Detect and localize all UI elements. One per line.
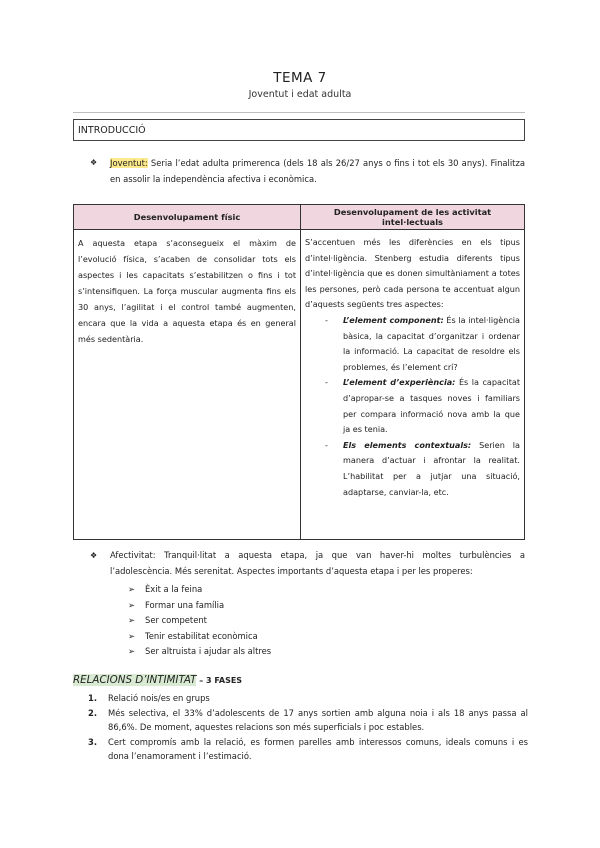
cell-fisic: A aquesta etapa s’aconsegueix el màxim de l’evolució física, s’acaben de consolidar tots els aspectes i les capacitats s’estabilitzen o fins i tot s’intensifiquen. La força muscular augmenta fins els 30 anys, l’agilitat i el control també augmenten, encara que la vida a aquesta etapa és en general més sedentària. <box>74 230 301 540</box>
arrow-bullet-icon: ➢ <box>128 615 136 625</box>
cell-intellectual <box>301 230 525 540</box>
list-item: ➢ Èxit a la feina <box>128 582 271 598</box>
page-subtitle: Joventut i edat adulta <box>248 89 352 100</box>
table-header-row <box>74 205 525 230</box>
intellectual-intro: S’accentuen més les diferències en els tipus d’intel·ligència. Stenberg estudia diferents tipus d’intel·ligència que es donen simultàniament a totes les persones, però cada persona te accentuat algun d’aquests següents tres aspectes: <box>305 237 520 310</box>
arrow-bullet-icon: ➢ <box>128 646 136 656</box>
arrow-bullet-icon: ➢ <box>128 584 136 594</box>
list-item: 1. Relació nois/es en grups <box>88 691 528 706</box>
afectivitat-list <box>128 582 271 660</box>
item-text: Serien la manera d’actuar i afrontar la realitat. L’habilitat per a jutjar una situació, adaptarse, canviar-la, etc. <box>343 439 520 497</box>
list-item: 3. Cert compromís amb la relació, es formen parelles amb interessos comuns, ideals comuns i es dona l’enamorament i l’estimació. <box>88 736 528 761</box>
arrow-bullet-icon: ➢ <box>128 599 136 610</box>
diamond-bullet-icon: ❖ <box>90 551 98 560</box>
item-number: 1. <box>88 693 98 703</box>
list-item: ➢ Tenir estabilitat econòmica <box>128 629 271 645</box>
table-header-intellectual: Desenvolupament de les activitat intel·lectuals <box>301 205 525 230</box>
item-term: L’element d’experiència: <box>343 377 456 388</box>
item-text: És la capacitat d’apropar-se a tasques noves i familiars per compara informació nova amb la que ja es tenia. <box>343 377 520 435</box>
list-item: ➢ Formar una família <box>128 598 271 614</box>
item-text: És la intel·ligència bàsica, la capacitat d’organitzar i ordenar la informació. La capacitat de resoldre els problemes, és l’element crí? <box>343 314 520 372</box>
development-table <box>73 204 525 540</box>
diamond-bullet-icon: ❖ <box>90 158 98 167</box>
dash-bullet: - <box>325 377 328 388</box>
joventut-paragraph <box>110 155 525 187</box>
item-number: 2. <box>88 707 98 718</box>
item-term: Els elements contextuals: <box>343 439 472 450</box>
list-item: ➢ Ser altruista i ajudar als altres <box>128 644 271 660</box>
relacions-list <box>88 691 528 764</box>
table-header-fisic: Desenvolupament físic <box>74 205 301 230</box>
page-title: TEMA 7 <box>273 70 327 86</box>
section-box-introduccio: INTRODUCCIÓ <box>73 119 525 141</box>
list-item: ➢ Ser competent <box>128 613 271 629</box>
joventut-text: Seria l’edat adulta primerenca (dels 18 als 26/27 anys o fins i tot els 30 anys). Finalitza en assolir la independència afectiva i econòmica. <box>110 158 525 184</box>
joventut-label: Joventut: <box>110 158 148 168</box>
header-divider <box>73 112 525 113</box>
relacions-title: RELACIONS D’INTIMITAT <box>73 674 197 686</box>
item-number: 3. <box>88 736 98 747</box>
afectivitat-paragraph: Afectivitat: Tranquil·litat a aquesta etapa, ja que van haver-hi moltes turbulències a l’adolescència. Més serenitat. Aspectes importants d’aquesta etapa i per les properes: <box>110 550 525 576</box>
list-item <box>305 313 520 375</box>
section-heading-relacions <box>73 674 242 686</box>
dash-bullet: - <box>325 314 328 325</box>
arrow-bullet-icon: ➢ <box>128 630 136 641</box>
dash-bullet: - <box>325 439 328 450</box>
list-item <box>305 375 520 437</box>
list-item: 2. Més selectiva, el 33% d’adolescents de 17 anys sortien amb alguna noia i als 18 anys passa al 86,6%. De moment, aquestes relacions son més superficials i poc estables. <box>88 707 528 732</box>
relacions-suffix: – 3 FASES <box>196 676 243 685</box>
list-item <box>305 438 520 500</box>
item-term: L’element component: <box>343 314 444 325</box>
table-row <box>74 230 525 540</box>
